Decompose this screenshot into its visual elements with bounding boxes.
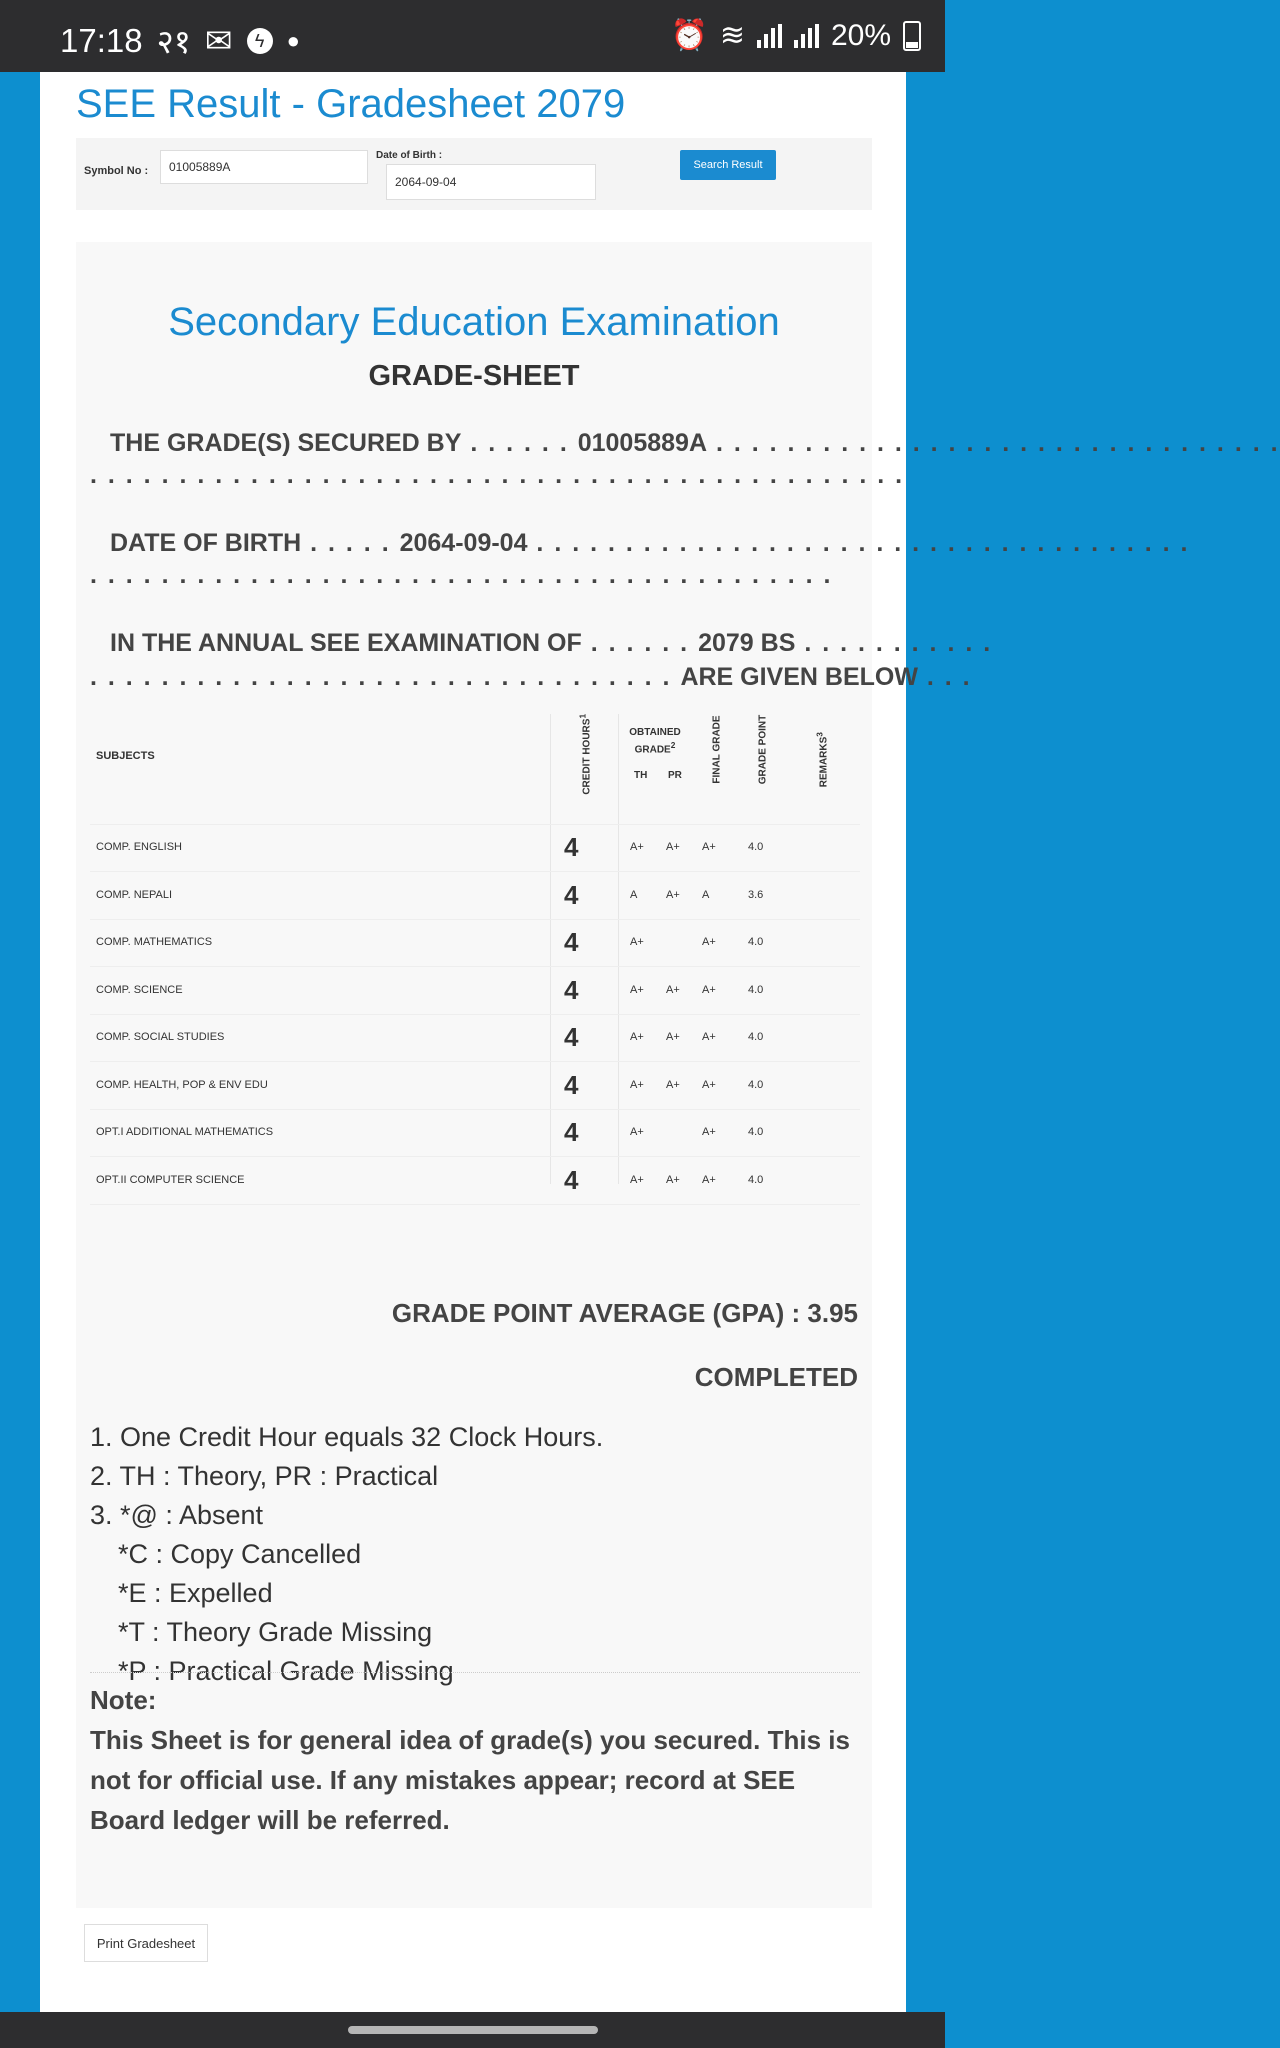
credit-hours-cell: 4 <box>564 974 579 1005</box>
note-title: Note: <box>90 1685 157 1715</box>
credit-hours-cell: 4 <box>564 1069 579 1100</box>
obtained-grade-header: OBTAINED GRADE$^2$ <box>629 727 681 756</box>
pr-grade-cell: A+ <box>666 983 680 996</box>
home-gesture-handle[interactable] <box>348 2026 598 2034</box>
dob-prefix: DATE OF BIRTH <box>110 529 302 557</box>
signal-icon-2 <box>794 24 819 48</box>
final-grade-cell: A+ <box>702 983 716 996</box>
credit-hours-header: CREDIT HOURS$^1$ <box>577 713 593 795</box>
table-row <box>90 1157 860 1205</box>
legend-item: *T : Theory Grade Missing <box>118 1617 433 1647</box>
credit-hours-cell: 4 <box>564 1022 579 1052</box>
pr-grade-cell: A+ <box>666 841 680 853</box>
final-grade-cell: A <box>702 888 710 901</box>
battery-icon <box>903 21 921 51</box>
wifi-icon: ≋ <box>719 19 745 52</box>
pr-grade-cell: A+ <box>666 1173 680 1186</box>
th-grade-cell: A+ <box>630 936 644 948</box>
dotted-filler: . . . . . . . . . . . . . . . . . . . . . . . . . . . . . . . . . . . . . . . . . . . . . . <box>90 461 905 489</box>
credit-hours-cell: 4 <box>564 879 579 910</box>
pr-grade-cell: A+ <box>666 1031 680 1043</box>
clock: 17:18 <box>60 21 143 59</box>
legend-item: *C : Copy Cancelled <box>118 1539 362 1569</box>
note-text: This Sheet is for general idea of grade(s) you secured. This is not for official use. If any mistakes appear; record at SEE Board ledger will be referred. <box>90 1725 850 1835</box>
table-row <box>90 919 860 967</box>
exam-year: 2079 BS <box>698 629 796 657</box>
page <box>40 72 1280 2012</box>
table-row <box>90 1109 860 1157</box>
pr-header: PR <box>668 770 682 781</box>
legend-item: *P : Practical Grade Missing <box>118 1656 454 1686</box>
th-header: TH <box>634 770 648 781</box>
sheet-subheading: GRADE-SHEET <box>368 360 580 392</box>
credit-hours-cell: 4 <box>564 927 579 957</box>
final-grade-cell: A+ <box>702 936 716 948</box>
remarks-header: REMARKS$^3$ <box>814 732 830 788</box>
legend-item: 2. TH : Theory, PR : Practical <box>90 1461 439 1491</box>
table-row <box>90 872 860 920</box>
messenger-icon: ϟ <box>247 28 273 54</box>
navigation-bar <box>0 2012 945 2048</box>
note <box>90 1680 860 1840</box>
final-grade-header: FINAL GRADE <box>711 715 723 784</box>
subjects-header: SUBJECTS <box>96 750 155 762</box>
page-title: SEE Result - Gradesheet 2079 <box>76 82 626 126</box>
gmail-icon: ✉ <box>204 22 233 59</box>
dob-value: 2064-09-04 <box>399 529 528 557</box>
final-grade-cell: A+ <box>702 1173 716 1186</box>
grade-point-cell: 4.0 <box>748 1078 764 1091</box>
date-badge: २१ <box>156 23 191 60</box>
battery-level: 20% <box>830 18 891 52</box>
credit-hours-cell: 4 <box>564 832 579 862</box>
divider <box>90 1672 860 1673</box>
search-result-button[interactable]: Search Result <box>680 150 776 180</box>
signal-icon <box>757 24 782 48</box>
table-row <box>90 967 860 1015</box>
result-status: COMPLETED <box>694 1362 858 1392</box>
pr-grade-cell: A+ <box>666 888 680 901</box>
table-row <box>90 824 860 872</box>
subject-cell: COMP. SOCIAL STUDIES <box>96 1031 225 1043</box>
subject-cell: OPT.II COMPUTER SCIENCE <box>96 1173 245 1186</box>
th-grade-cell: A+ <box>630 1126 644 1138</box>
th-grade-cell: A+ <box>630 1078 644 1091</box>
secured-symbol: 01005889A <box>577 429 708 457</box>
final-grade-cell: A+ <box>702 1078 716 1091</box>
print-gradesheet-button[interactable]: Print Gradesheet <box>84 1924 208 1962</box>
secured-prefix: THE GRADE(S) SECURED BY <box>110 429 462 457</box>
subject-cell: COMP. SCIENCE <box>96 983 183 996</box>
symbol-label: Symbol No : <box>84 165 149 177</box>
exam-prefix: IN THE ANNUAL SEE EXAMINATION OF <box>110 629 582 657</box>
final-grade-cell: A+ <box>702 1031 716 1043</box>
grade-point-cell: 4.0 <box>748 936 764 948</box>
dob-input[interactable] <box>386 164 596 200</box>
th-grade-cell: A+ <box>630 983 644 996</box>
grade-point-cell: 4.0 <box>748 1031 764 1043</box>
subject-cell: COMP. HEALTH, POP & ENV EDU <box>96 1078 268 1091</box>
subject-cell: COMP. MATHEMATICS <box>96 936 213 948</box>
dob-line: DATE OF BIRTH . . . . . 2064-09-04 . . . . . . . . . . . . . . . . . . . . . . . . . . . . . . . . . . . . . <box>110 529 1190 557</box>
alarm-icon: ⏰ <box>670 19 708 52</box>
grade-sheet <box>76 242 1280 1908</box>
table-header <box>90 714 860 825</box>
subject-cell: OPT.I ADDITIONAL MATHEMATICS <box>96 1126 274 1138</box>
grade-point-cell: 4.0 <box>748 841 764 853</box>
dob-label: Date of Birth : <box>376 150 443 161</box>
credit-hours-cell: 4 <box>564 1164 579 1195</box>
grade-point-cell: 4.0 <box>748 1173 764 1186</box>
th-grade-cell: A+ <box>630 1173 644 1186</box>
final-grade-cell: A+ <box>702 1126 716 1138</box>
table-row <box>90 1062 860 1110</box>
status-bar <box>0 0 945 72</box>
th-grade-cell: A+ <box>630 841 644 853</box>
legend <box>90 1418 603 1691</box>
pr-grade-cell: A+ <box>666 1078 680 1091</box>
given-below: ARE GIVEN BELOW <box>680 663 918 691</box>
final-grade-cell: A+ <box>702 841 716 853</box>
subject-cell: COMP. NEPALI <box>96 888 173 901</box>
grade-point-cell: 4.0 <box>748 983 764 996</box>
sheet-heading: Secondary Education Examination <box>168 300 780 344</box>
legend-item: *E : Expelled <box>118 1578 273 1608</box>
symbol-input[interactable] <box>160 150 368 184</box>
notification-dot-icon: ● <box>286 27 300 53</box>
gpa: GRADE POINT AVERAGE (GPA) : 3.95 <box>391 1298 858 1328</box>
th-grade-cell: A+ <box>630 1031 644 1043</box>
subject-cell: COMP. ENGLISH <box>96 841 182 853</box>
grade-point-header: GRADE POINT <box>757 714 769 785</box>
legend-item: 3. *@ : Absent <box>90 1500 264 1530</box>
grade-point-cell: 4.0 <box>748 1126 764 1138</box>
given-line: . . . . . . . . . . . . . . . . . . . . . . . . . . . . . . . . . ARE GIVEN BELOW . . . <box>90 663 972 691</box>
search-form <box>76 138 872 210</box>
table-row <box>90 1014 860 1062</box>
credit-hours-cell: 4 <box>564 1117 579 1147</box>
secured-line: THE GRADE(S) SECURED BY . . . . . . 01005889A . . . . . . . . . . . . . . . . . . . . . . . . . . . . . . . . <box>110 429 1280 457</box>
legend-item: 1. One Credit Hour equals 32 Clock Hours. <box>90 1422 604 1452</box>
th-grade-cell: A <box>630 888 638 901</box>
exam-line: IN THE ANNUAL SEE EXAMINATION OF . . . . . . 2079 BS . . . . . . . . . . . <box>110 629 993 657</box>
dotted-filler-2: . . . . . . . . . . . . . . . . . . . . . . . . . . . . . . . . . . . . . . . . . . <box>90 561 833 589</box>
grade-point-cell: 3.6 <box>748 888 764 901</box>
